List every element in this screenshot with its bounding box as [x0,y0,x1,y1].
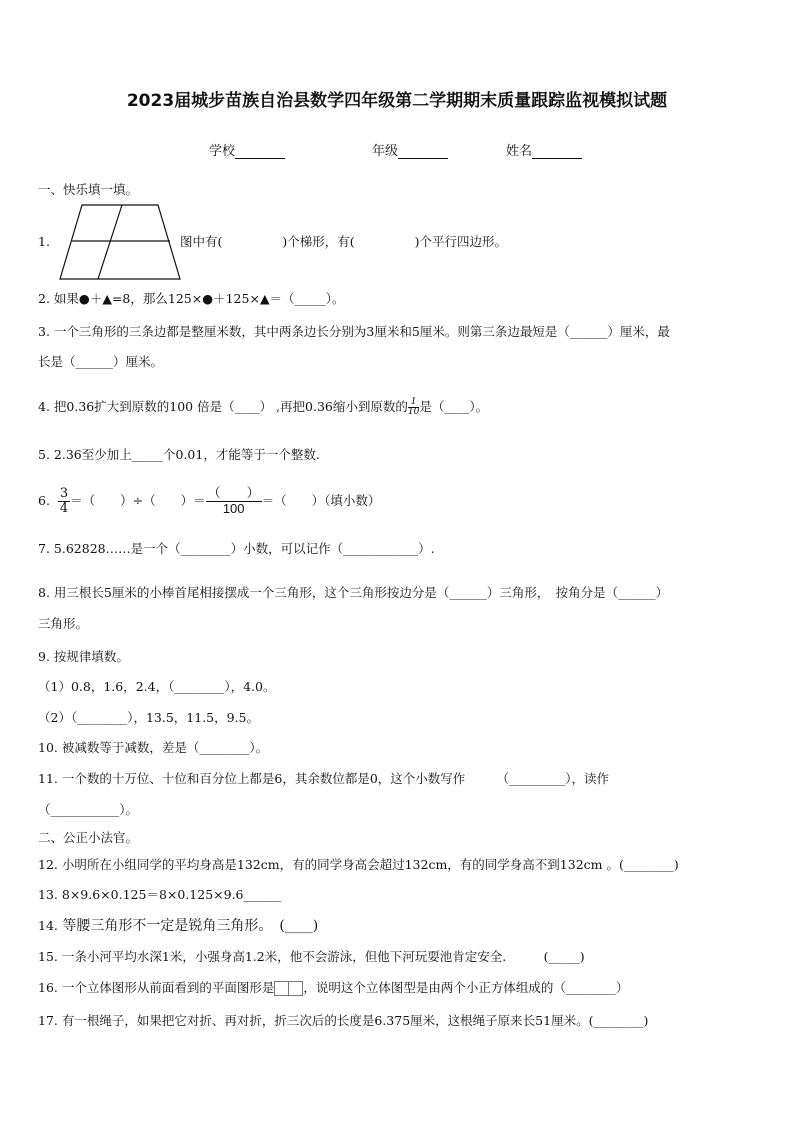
square-icon [288,981,303,996]
q16-text-a: 一个立体图形从前面看到的平面图形是 [61,980,275,995]
q6-text-b: ＝（ ）（填小数） [261,493,381,508]
q6-text-a: ＝（ ）÷（ ）＝ [70,493,206,508]
q11-number: 11. [38,771,58,786]
question-6 [38,486,380,516]
trapezoid-figure [58,203,183,281]
q13-number: 13. [38,887,58,902]
section-1-heading: 一、快乐填一填。 [38,182,139,197]
question-9-part-1: （1）0.8，1.6，2.4，（________），4.0。 [38,679,276,694]
q7-number: 7. [38,541,50,556]
q2-number: 2. [38,291,50,306]
question-1-text [180,233,507,251]
q3-text-a: 一个三角形的三条边都是整厘米数，其中两条边长分别为3厘米和5厘米。则第三条边最短是（______）厘米，最 [53,324,670,339]
question-2 [38,290,345,308]
q4-fraction [408,398,419,417]
question-11 [38,770,609,788]
name-blank[interactable] [532,144,582,159]
question-1 [38,233,50,251]
name-field [506,140,582,159]
q6-fraction-a-denominator: 4 [59,501,69,516]
q4-text-b: 是（____）。 [419,399,489,414]
q14-text: 等腰三角形不一定是锐角三角形。 (____) [62,918,319,934]
q12-number: 12. [38,857,58,872]
q1-number: 1. [38,234,50,249]
question-14 [38,917,318,935]
q4-fraction-denominator: 10 [407,407,420,417]
school-field [209,140,285,159]
question-13 [38,886,281,904]
question-4 [38,398,488,417]
q9-text: 按规律填数。 [53,649,129,664]
square-icon [274,981,289,996]
q15-number: 15. [38,949,58,964]
question-10 [38,739,268,757]
question-7 [38,540,435,558]
q8-text-a: 用三根长5厘米的小棒首尾相接摆成一个三角形，这个三角形按边分是（______）三角形， 按角分是（______） [53,585,669,600]
question-8-cont: 三角形。 [38,616,89,631]
question-8 [38,584,668,602]
q11-text-a: 一个数的十万位、十位和百分位上都是6，其余数位都是0，这个小数写作 （_________），读作 [61,771,610,786]
q6-fraction-b [206,487,262,516]
q3-number: 3. [38,324,50,339]
question-12 [38,856,679,874]
question-17 [38,1012,648,1030]
q1-text-c: )个平行四边形。 [414,234,508,249]
grade-blank[interactable] [398,144,448,159]
q7-text: 5.62828……是一个（________）小数，可以记作（____________）. [53,541,435,556]
q5-number: 5. [38,447,50,462]
q1-text-a: 图中有( [180,234,223,249]
question-5 [38,446,320,464]
q4-fraction-numerator: 1 [408,398,419,408]
question-9-part-2: （2）（________），13.5，11.5，9.5。 [38,710,259,725]
question-9 [38,648,129,666]
q16-number: 16. [38,980,58,995]
grade-label: 年级 [372,144,399,159]
question-15 [38,948,585,966]
name-label: 姓名 [506,144,533,159]
section-2-heading: 二、公正小法官。 [38,830,139,845]
q4-text-a: 把0.36扩大到原数的100 倍是（____） ,再把0.36缩小到原数的 [53,399,408,414]
q6-fraction-b-numerator: （ ） [207,486,260,501]
q9-number: 9. [38,649,50,664]
page-title: 2023届城步苗族自治县数学四年级第二学期期末质量跟踪监视模拟试题 [126,91,668,111]
q10-text: 被减数等于减数，差是（________）。 [61,740,269,755]
question-3-cont: 长是（______）厘米。 [38,354,164,369]
q6-fraction-a-numerator: 3 [59,486,69,501]
q8-number: 8. [38,585,50,600]
q2-text: 如果●＋▲=8，那么125×●＋125×▲＝（_____）。 [53,291,345,306]
q6-number: 6. [38,493,50,508]
school-label: 学校 [209,144,236,159]
q6-fraction-a [58,487,70,516]
question-16 [38,979,628,997]
q16-text-b: ，说明这个立体图型是由两个小正方体组成的（________） [303,980,629,995]
q13-text: 8×9.6×0.125＝8×0.125×9.6______ [61,887,282,902]
q10-number: 10. [38,740,58,755]
school-blank[interactable] [235,144,285,159]
q6-fraction-b-denominator: 100 [222,501,245,516]
q17-number: 17. [38,1013,58,1028]
q14-number: 14. [38,918,58,933]
question-3 [38,323,670,341]
q15-text: 一条小河平均水深1米，小强身高1.2米，他不会游泳，但他下河玩耍池肯定安全. (_____) [61,949,585,964]
q4-number: 4. [38,399,50,414]
q1-text-b: )个梯形，有( [282,234,355,249]
question-11-cont: （___________）。 [38,802,139,817]
q12-text: 小明所在小组同学的平均身高是132cm，有的同学身高会超过132cm，有的同学身高不到132cm 。(________) [61,857,679,872]
q17-text: 有一根绳子，如果把它对折、再对折，折三次后的长度是6.375厘米，这根绳子原来长51厘米。(________) [61,1013,649,1028]
q5-text: 2.36至少加上_____个0.01，才能等于一个整数. [53,447,320,462]
grade-field [372,140,448,159]
